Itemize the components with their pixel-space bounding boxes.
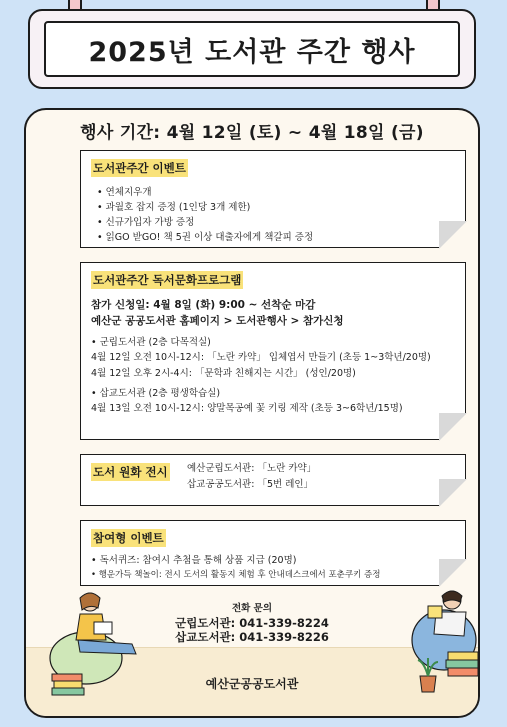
event-period: 행사 기간: 4월 12일 (토) ~ 4월 18일 (금)	[80, 123, 424, 143]
apply-date: 참가 신청일: 4월 8일 (화) 9:00 ~ 선착순 마감	[91, 299, 316, 311]
venue-2: • 삽교도서관 (2층 평생학습실)	[91, 386, 455, 401]
list-item: • 신규가입자 가방 증정	[97, 215, 455, 230]
event-box	[80, 150, 466, 248]
exhibit-line: 삽교공공도서관: 「5번 레인」	[187, 479, 314, 490]
event-heading: 도서관주간 이벤트	[93, 161, 186, 175]
list-item: • 과월호 잡지 증정 (1인당 3개 제한)	[97, 200, 455, 215]
venue-2-line: 4월 13일 오전 10시-12시: 양말목공예 꽃 키링 제작 (초등 3~6학년/15명)	[91, 403, 403, 414]
relaxing-person-illustration	[380, 584, 480, 694]
list-item: • 행운가득 책놀이: 전시 도서의 활동지 체험 후 안내데스크에서 포춘쿠키 증정	[91, 568, 455, 583]
page-fold	[439, 413, 467, 441]
contact-line-1: 군립도서관: 041-339-8224	[175, 616, 329, 630]
library-name: 예산군공공도서관	[205, 677, 299, 691]
exhibit-box	[80, 454, 466, 506]
participation-heading: 참여형 이벤트	[93, 531, 164, 545]
venue-1-line: 4월 12일 오후 2시-4시: 「문학과 친해지는 시간」 (성인/20명)	[91, 368, 356, 379]
page-title: 2025년 도서관 주간 행사	[44, 21, 460, 77]
list-item: • 연체지우개	[97, 185, 455, 200]
exhibit-line: 예산군립도서관: 「노란 카약」	[187, 463, 317, 474]
contact-label: 전화 문의	[231, 603, 272, 614]
page-fold	[439, 479, 467, 507]
title-card	[28, 9, 476, 89]
main-card	[24, 108, 480, 718]
list-item: • 독서퀴즈: 참여시 추첨을 통해 상품 지급 (20명)	[91, 553, 455, 568]
page-fold	[439, 559, 467, 587]
venue-1-line: 4월 12일 오전 10시-12시: 「노란 카약」 입체엽서 만들기 (초등 1~3학년/20명)	[91, 352, 431, 363]
page-fold	[439, 221, 467, 249]
list-item: • 읽GO 받GO! 책 5권 이상 대출자에게 책갈피 증정	[97, 230, 455, 245]
participation-box	[80, 520, 466, 586]
program-heading: 도서관주간 독서문화프로그램	[93, 273, 242, 287]
contact-line-2: 삽교도서관: 041-339-8226	[175, 630, 329, 644]
exhibit-heading: 도서 원화 전시	[93, 465, 168, 479]
venue-1: • 군립도서관 (2층 다목적실)	[91, 335, 455, 350]
program-box	[80, 262, 466, 440]
apply-path: 예산군 공공도서관 홈페이지 > 도서관행사 > 참가신청	[91, 315, 344, 327]
reading-person-illustration	[46, 588, 166, 698]
